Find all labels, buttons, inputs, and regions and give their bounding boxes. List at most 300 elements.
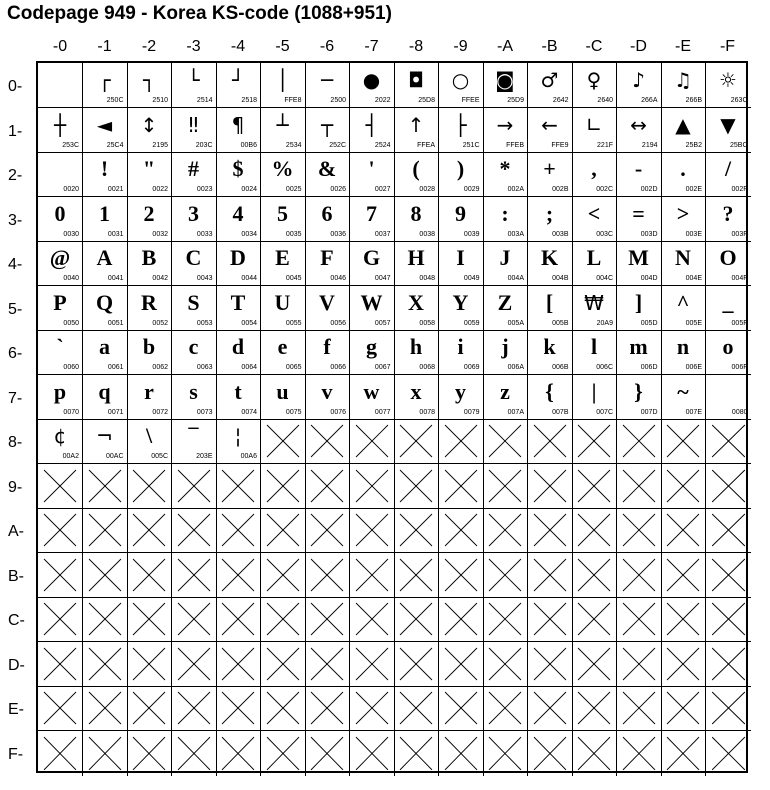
unicode-code: 0041 (107, 275, 124, 282)
empty-cell (83, 642, 128, 687)
cross-icon (617, 553, 661, 597)
cross-icon (127, 597, 171, 641)
char-glyph: K (540, 245, 559, 270)
empty-cell (528, 642, 573, 687)
unicode-code: 0053 (196, 319, 213, 327)
char-glyph: [ (545, 289, 554, 315)
cross-icon (172, 686, 216, 730)
char-glyph: 1 (99, 200, 110, 226)
char-cell (528, 197, 573, 242)
unicode-code: 0072 (152, 408, 168, 416)
column-header: -E (675, 38, 691, 55)
char-cell (350, 375, 395, 420)
row-header: 9- (8, 478, 23, 496)
unicode-code: 0060 (63, 364, 79, 371)
cross-icon (439, 686, 483, 730)
unicode-code: 203E (196, 453, 213, 460)
cross-icon (439, 642, 483, 686)
cross-icon (305, 731, 349, 776)
char-cell (305, 241, 350, 286)
unicode-code: 003C (596, 230, 613, 238)
char-glyph: ○ (451, 68, 470, 92)
unicode-code: 0030 (63, 230, 79, 238)
empty-cell (572, 508, 617, 553)
char-cell (172, 152, 217, 197)
char-cell (394, 63, 439, 108)
char-cell (483, 286, 528, 331)
char-glyph: ♂ (540, 68, 559, 92)
char-glyph: ┴ (276, 112, 289, 137)
cross-icon (661, 686, 705, 730)
char-cell (350, 108, 395, 153)
char-cell (38, 286, 83, 331)
unicode-code: 002C (596, 186, 613, 193)
char-glyph: 7 (366, 200, 377, 226)
empty-cell (439, 508, 484, 553)
unicode-code: 0077 (374, 408, 391, 416)
char-cell (127, 108, 172, 153)
column-header: -1 (97, 38, 112, 55)
char-glyph: : (501, 200, 509, 226)
cross-icon (483, 642, 527, 686)
unicode-code: 007D (640, 408, 658, 416)
char-cell (483, 330, 528, 375)
empty-cell (305, 731, 350, 776)
cross-icon (483, 508, 527, 552)
empty-cell (127, 597, 172, 642)
empty-cell (38, 508, 83, 553)
char-cell (216, 419, 261, 464)
empty-cell (350, 419, 395, 464)
empty-cell (572, 553, 617, 598)
unicode-code: 005A (507, 319, 524, 327)
empty-cell (528, 731, 573, 776)
empty-cell (483, 419, 528, 464)
row-header: 3- (8, 211, 23, 229)
unicode-code: 002A (507, 186, 524, 193)
char-cell (572, 330, 617, 375)
unicode-code: 0062 (152, 364, 168, 371)
cross-icon (38, 642, 82, 686)
char-glyph: S (187, 289, 200, 315)
cross-icon (706, 686, 751, 730)
empty-cell (305, 464, 350, 509)
unicode-code: 004C (596, 275, 613, 282)
column-header: -3 (186, 38, 201, 55)
char-cell (216, 286, 261, 331)
unicode-code: 004F (731, 275, 748, 282)
empty-cell (528, 553, 573, 598)
unicode-code: 006C (596, 364, 613, 371)
empty-cell (661, 597, 706, 642)
empty-cell (572, 642, 617, 687)
empty-cell (617, 464, 662, 509)
char-cell (127, 375, 172, 420)
cross-icon (528, 597, 572, 641)
char-glyph: J (499, 245, 511, 270)
empty-cell (38, 731, 83, 776)
unicode-code: 006F (731, 364, 748, 371)
cross-icon (261, 553, 305, 597)
unicode-code: 004A (507, 275, 524, 282)
unicode-code: 0043 (196, 275, 213, 282)
char-cell (661, 241, 706, 286)
empty-cell (350, 553, 395, 598)
char-glyph: d (231, 334, 245, 359)
empty-cell (439, 419, 484, 464)
char-glyph: , (591, 156, 597, 181)
char-glyph: ♫ (674, 68, 692, 92)
char-glyph: ; (545, 200, 554, 226)
char-glyph: s (189, 378, 198, 404)
empty-cell (617, 686, 662, 731)
char-glyph: ¢ (53, 424, 67, 448)
unicode-code: 0054 (241, 319, 257, 327)
unicode-code: 0068 (419, 364, 435, 371)
char-cell (528, 108, 573, 153)
cross-icon (706, 419, 751, 463)
char-cell (38, 197, 83, 242)
cross-icon (706, 464, 751, 508)
char-glyph: b (142, 334, 156, 359)
unicode-code: 252C (329, 141, 346, 149)
char-cell (572, 63, 617, 108)
unicode-code: 25BC (729, 141, 748, 149)
char-glyph: 2 (143, 200, 155, 226)
char-glyph: ─ (320, 68, 334, 92)
empty-cell (617, 419, 662, 464)
char-glyph: → (496, 112, 514, 137)
char-glyph: a (99, 334, 110, 359)
empty-cell (261, 642, 306, 687)
char-glyph: B (141, 245, 157, 270)
char-glyph: ] (634, 289, 643, 315)
row-header: A- (8, 523, 24, 540)
char-glyph: ┤ (365, 112, 378, 137)
cross-icon (305, 642, 349, 686)
char-cell (38, 108, 83, 153)
char-glyph: W (360, 289, 383, 315)
cross-icon (661, 731, 705, 776)
empty-cell (83, 731, 128, 776)
cross-icon (572, 686, 616, 730)
empty-cell (483, 686, 528, 731)
unicode-code: 0057 (374, 319, 391, 327)
cross-icon (394, 464, 438, 508)
empty-cell (528, 686, 573, 731)
char-cell (528, 375, 573, 420)
cross-icon (528, 731, 572, 776)
empty-cell (394, 508, 439, 553)
cross-icon (305, 419, 349, 463)
unicode-code: 266A (641, 97, 658, 104)
empty-cell (572, 597, 617, 642)
unicode-code: 0065 (285, 364, 302, 371)
cross-icon (439, 731, 483, 776)
cross-icon (483, 731, 527, 776)
empty-cell (127, 642, 172, 687)
empty-cell (661, 553, 706, 598)
char-cell (617, 63, 662, 108)
char-glyph: j (501, 334, 509, 359)
char-glyph: l (590, 334, 598, 359)
unicode-code: 006E (685, 364, 702, 371)
unicode-code: 0058 (419, 319, 435, 327)
char-cell (127, 197, 172, 242)
char-cell (439, 375, 484, 420)
char-cell (38, 375, 83, 420)
cross-icon (216, 553, 260, 597)
unicode-code: 003A (507, 230, 524, 238)
cross-icon (528, 553, 572, 597)
char-glyph: ┼ (53, 112, 67, 137)
char-cell (216, 330, 261, 375)
char-glyph: ☼ (719, 68, 737, 92)
empty-cell (172, 508, 217, 553)
empty-cell (394, 731, 439, 776)
char-cell (483, 375, 528, 420)
cross-icon (661, 553, 705, 597)
empty-cell (394, 419, 439, 464)
char-glyph: D (230, 245, 246, 270)
empty-cell (216, 686, 261, 731)
unicode-code: 0029 (463, 186, 480, 193)
unicode-code: 2194 (641, 141, 658, 149)
char-glyph: ‾ (188, 424, 199, 448)
cross-icon (350, 553, 394, 597)
cross-icon (350, 464, 394, 508)
unicode-code: 0040 (63, 275, 79, 282)
char-cell (172, 197, 217, 242)
unicode-code: 0042 (152, 275, 168, 282)
unicode-code: FFEA (417, 141, 435, 149)
cross-icon (38, 464, 82, 508)
cross-icon (261, 464, 305, 508)
empty-cell (572, 419, 617, 464)
char-cell (305, 330, 350, 375)
column-header: -F (719, 38, 736, 55)
char-cell (394, 197, 439, 242)
char-cell (127, 241, 172, 286)
empty-cell (172, 597, 217, 642)
cross-icon (350, 597, 394, 641)
char-glyph: ` (56, 334, 64, 359)
empty-cell (172, 553, 217, 598)
char-glyph: ◘ (408, 68, 424, 92)
char-cell (127, 286, 172, 331)
char-cell (439, 152, 484, 197)
unicode-code: 0067 (374, 364, 391, 371)
char-cell (305, 108, 350, 153)
cross-icon (528, 642, 572, 686)
char-glyph: N (675, 245, 691, 270)
char-glyph: q (98, 378, 111, 404)
char-glyph: └ (187, 68, 200, 92)
unicode-code: 250C (106, 97, 124, 104)
empty-cell (127, 464, 172, 509)
empty-cell (38, 553, 83, 598)
unicode-code: 005C (151, 453, 168, 460)
char-cell (172, 286, 217, 331)
char-cell (305, 375, 350, 420)
cross-icon (394, 553, 438, 597)
cross-icon (483, 686, 527, 730)
unicode-code: 0049 (463, 275, 480, 282)
unicode-code: 0080 (731, 408, 748, 416)
unicode-code: 2195 (152, 141, 168, 149)
unicode-code: 0078 (419, 408, 435, 416)
empty-cell (38, 686, 83, 731)
char-cell (617, 286, 662, 331)
unicode-code: 221F (597, 141, 613, 149)
unicode-code: 253C (62, 141, 79, 149)
column-header: -5 (275, 38, 290, 55)
unicode-code: 0069 (463, 364, 480, 371)
char-cell (127, 152, 172, 197)
char-glyph: ↔ (630, 112, 647, 137)
unicode-code: 002B (552, 186, 569, 193)
unicode-code: 0059 (463, 319, 480, 327)
char-cell (661, 63, 706, 108)
empty-cell (350, 508, 395, 553)
char-glyph: e (277, 334, 288, 359)
cross-icon (572, 642, 616, 686)
char-glyph: _ (722, 289, 734, 315)
empty-cell (394, 553, 439, 598)
empty-cell (394, 642, 439, 687)
char-glyph: k (543, 334, 556, 359)
cross-icon (483, 597, 527, 641)
char-cell (528, 330, 573, 375)
cross-icon (127, 508, 171, 552)
unicode-code: 0031 (107, 230, 124, 238)
char-cell (83, 197, 128, 242)
char-glyph: E (275, 245, 290, 270)
unicode-code: FFEB (506, 141, 524, 149)
empty-cell (172, 642, 217, 687)
char-glyph: . (680, 156, 686, 181)
char-cell (706, 108, 751, 153)
unicode-code: 0036 (330, 230, 346, 238)
cross-icon (305, 597, 349, 641)
unicode-code: 0038 (419, 230, 435, 238)
unicode-code: 002F (731, 186, 748, 193)
empty-cell (439, 553, 484, 598)
char-cell (706, 63, 751, 108)
char-glyph: ┐ (142, 68, 156, 92)
cross-icon (305, 508, 349, 552)
unicode-code: 0046 (330, 275, 346, 282)
char-cell (483, 197, 528, 242)
char-glyph: 8 (410, 200, 422, 226)
empty-cell (261, 553, 306, 598)
unicode-code: 0027 (374, 186, 391, 193)
char-cell (572, 375, 617, 420)
cross-icon (528, 508, 572, 552)
char-glyph: C (185, 245, 202, 270)
unicode-code: 0061 (107, 364, 124, 371)
char-glyph: 0 (54, 200, 66, 226)
char-cell (439, 241, 484, 286)
char-glyph: o (722, 334, 734, 359)
cross-icon (261, 686, 305, 730)
char-glyph: n (676, 334, 690, 359)
char-cell (127, 419, 172, 464)
char-cell (305, 152, 350, 197)
unicode-code: 25C4 (106, 141, 124, 149)
unicode-code: 005E (685, 319, 702, 327)
cross-icon (706, 508, 751, 552)
unicode-code: 25D9 (507, 97, 524, 104)
cross-icon (439, 464, 483, 508)
empty-cell (394, 464, 439, 509)
unicode-code: 006B (552, 364, 569, 371)
char-glyph: h (409, 334, 423, 359)
char-cell (706, 241, 751, 286)
cross-icon (439, 508, 483, 552)
unicode-code: 0026 (330, 186, 346, 193)
row-header: 8- (8, 434, 23, 451)
char-glyph: ) (456, 156, 465, 181)
cross-icon (350, 419, 394, 463)
unicode-code: FFE9 (551, 141, 569, 149)
row-header: C- (8, 612, 25, 629)
unicode-code: 0045 (285, 275, 302, 282)
empty-cell (528, 464, 573, 509)
char-glyph: ♪ (632, 68, 645, 92)
cross-icon (38, 508, 82, 552)
empty-cell (350, 597, 395, 642)
unicode-code: 0052 (152, 319, 168, 327)
char-cell (172, 375, 217, 420)
row-header: 7- (8, 389, 23, 407)
unicode-code: 007A (507, 408, 524, 416)
empty-cell (661, 731, 706, 776)
column-header: -B (541, 38, 558, 55)
char-glyph: r (144, 378, 154, 404)
char-glyph: L (586, 245, 602, 270)
unicode-code: 2640 (597, 97, 613, 104)
unicode-code: 004B (552, 275, 569, 282)
char-glyph: ● (362, 68, 381, 92)
char-glyph: A (96, 245, 113, 270)
empty-cell (661, 419, 706, 464)
char-cell (172, 330, 217, 375)
char-glyph: ┘ (231, 68, 245, 92)
empty-cell (261, 419, 306, 464)
char-glyph: ▲ (675, 112, 691, 137)
unicode-code: 203C (195, 141, 213, 149)
empty-cell (127, 731, 172, 776)
char-cell (528, 286, 573, 331)
cross-icon (216, 686, 260, 730)
char-glyph: # (188, 156, 199, 181)
char-cell (172, 241, 217, 286)
char-cell (661, 286, 706, 331)
cross-icon (706, 553, 751, 597)
unicode-code: 002E (685, 186, 702, 193)
char-glyph: 4 (232, 200, 244, 226)
char-cell (617, 330, 662, 375)
unicode-code: 005F (731, 319, 748, 327)
char-glyph: - (634, 156, 643, 181)
unicode-code: 25D8 (418, 97, 435, 104)
char-cell (216, 108, 261, 153)
char-glyph: ┌ (98, 68, 111, 92)
column-header: -6 (319, 38, 335, 55)
cross-icon (83, 731, 127, 776)
char-cell (572, 241, 617, 286)
